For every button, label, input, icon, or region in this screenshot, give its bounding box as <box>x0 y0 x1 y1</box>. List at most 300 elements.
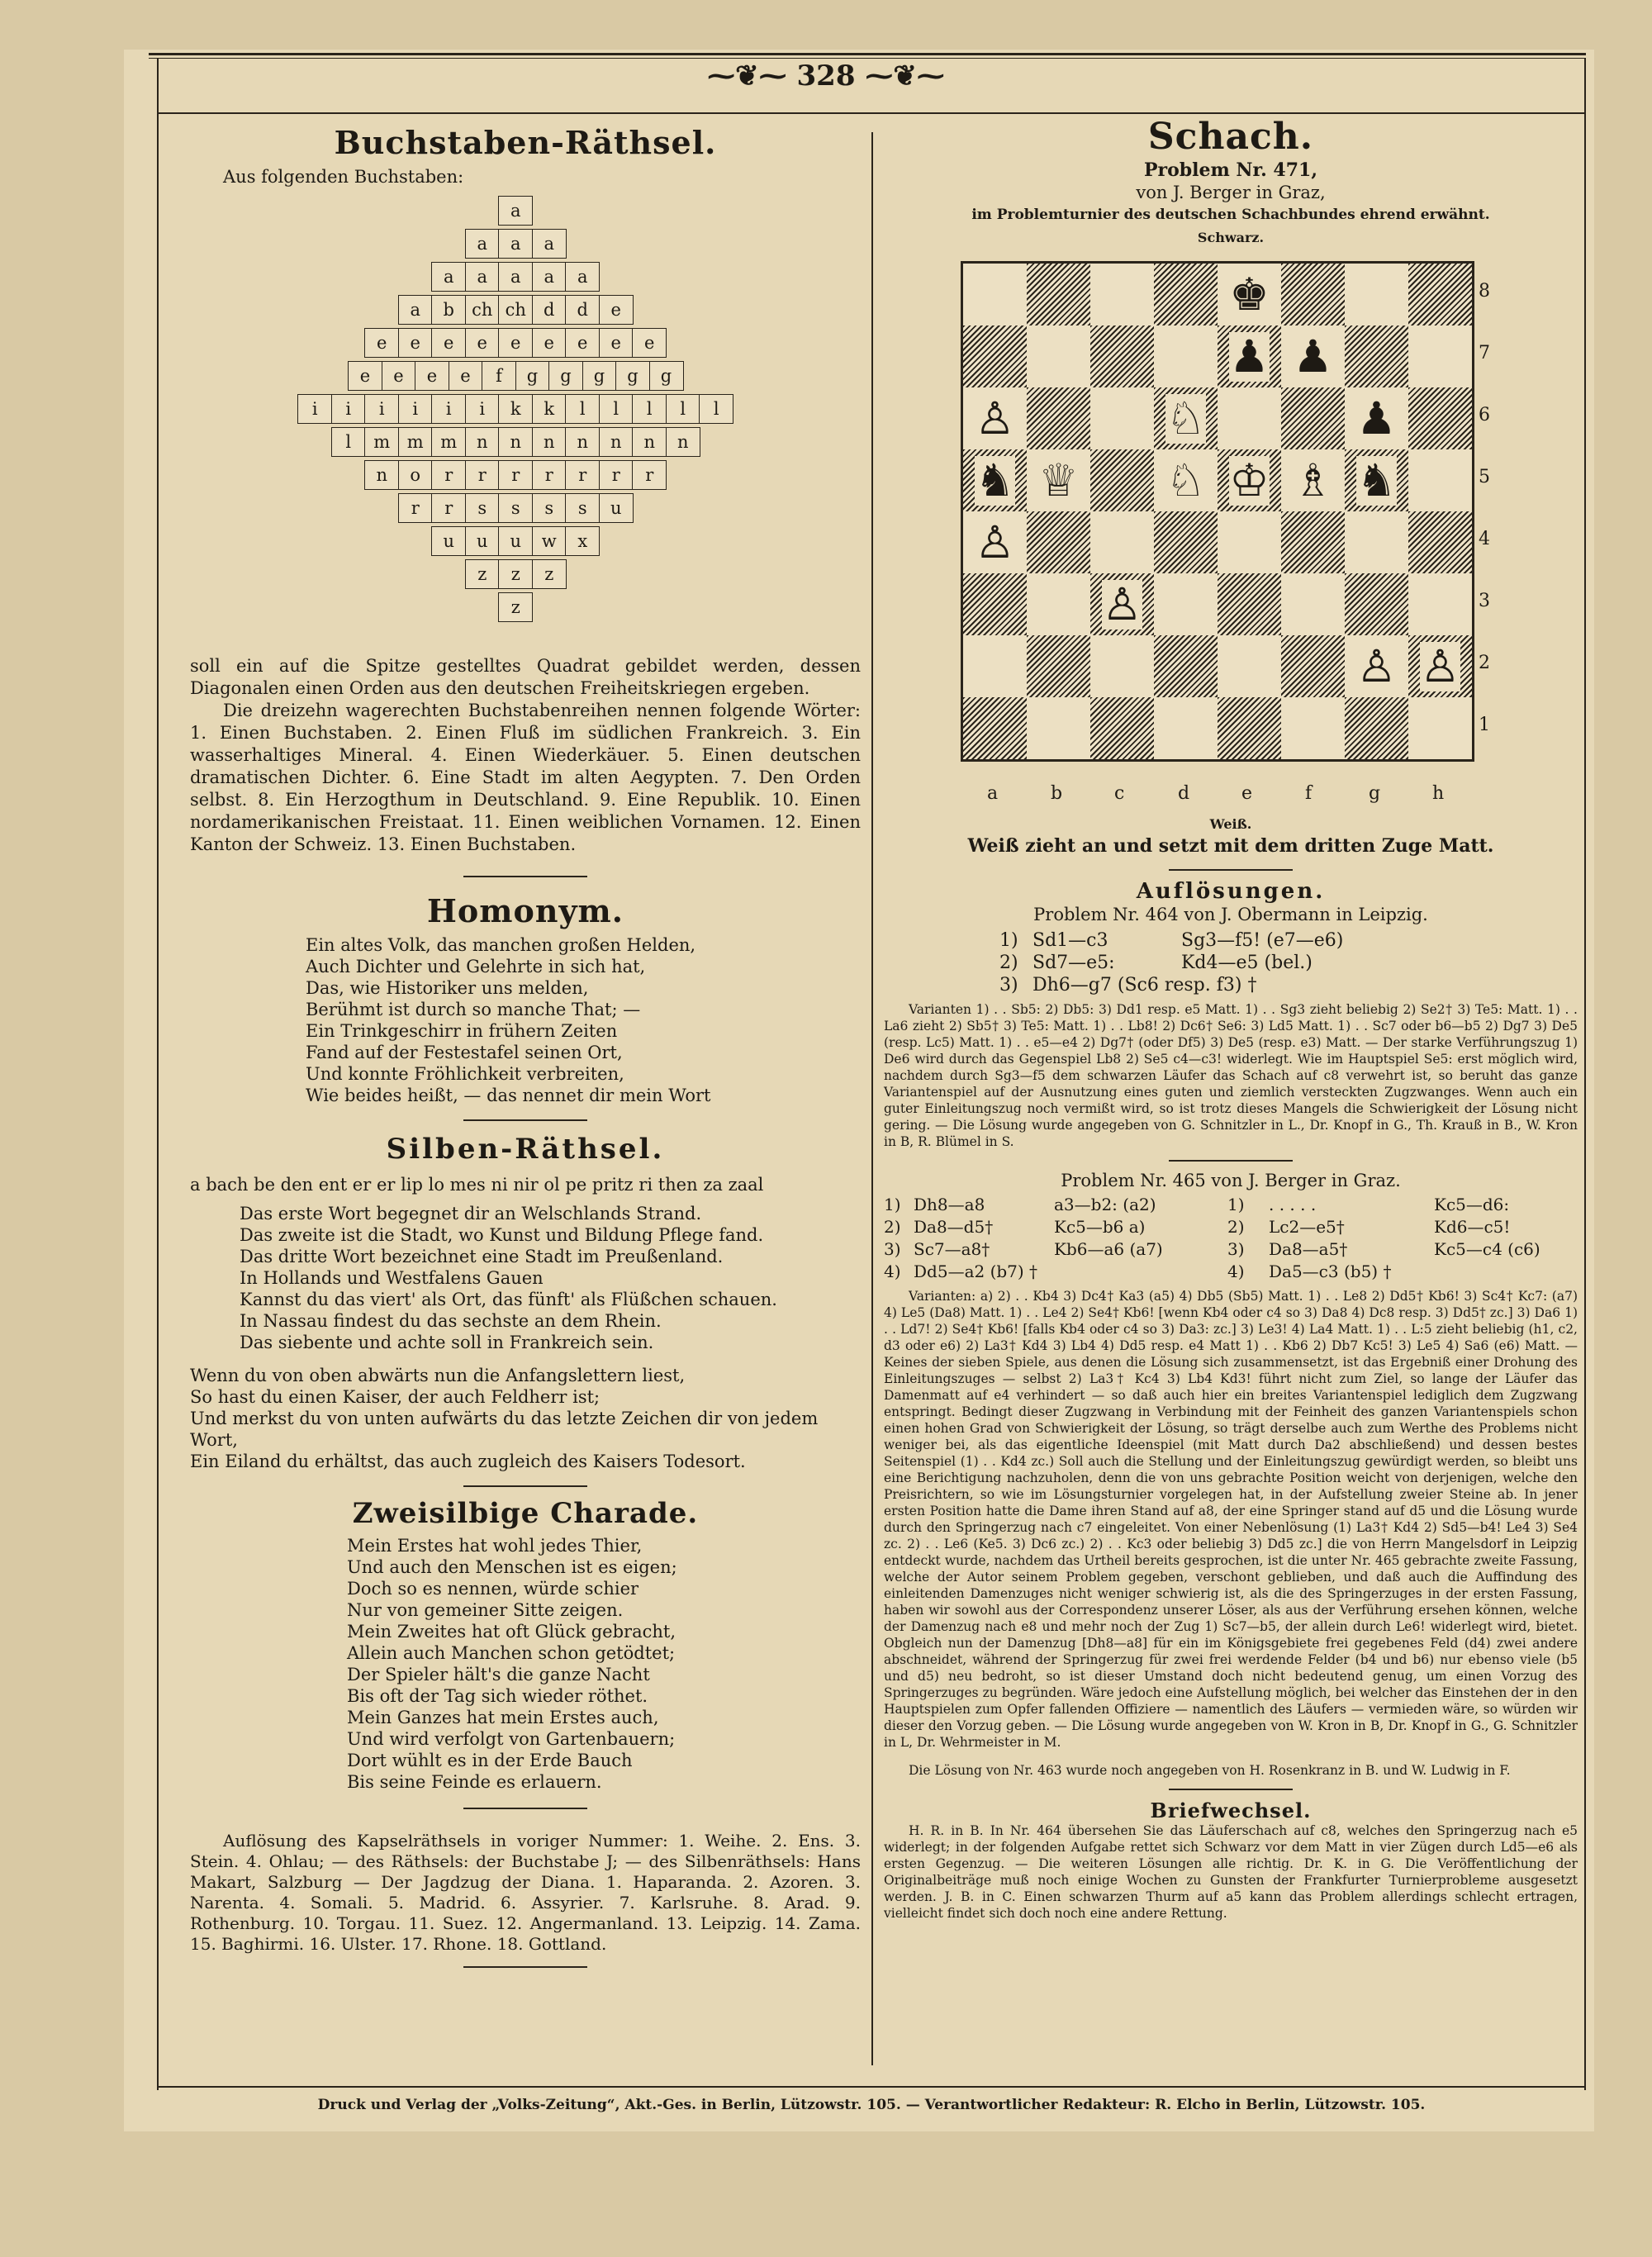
briefwechsel-text: H. R. in B. In Nr. 464 übersehen Sie das Läuferschach auf c8, welches den Springerzug nach e5 widerlegt; in der folgenden Aufgabe rettet sich Schwarz vor dem Matt in vier Zügen durch Ld5—e6 als ersten Gegenzug. — Die weiteren Lösungen alle richtig. Dr. K. in G. Die Veröffentlichung der Originalbeiträge muß noch einige Wochen zu Gunsten der Frankfurter Turnierprobleme ausgesetzt werden. J. B. in C. Einen schwarzen Thurm auf a5 kann das Problem allerdings schlecht ertragen, vielleicht findet sich doch noch eine andere Rettung. <box>884 1823 1578 1921</box>
diamond-row <box>433 262 601 292</box>
board-square <box>1345 264 1408 325</box>
p465-text: Varianten: a) 2) . . Kb4 3) Dc4† Ka3 (a5) 4) Db5 (Sb5) Matt. 1) . . Le8 2) Dd5† Kb6! 3) Sc4† Kc7: (a7) 4) Le5 (Da8) Matt. 1) . . Le4 2) Se4† Kb6! [wenn Kb4 oder c4 so 3) Da8 4) Dc8 resp. 3) Dd5† zc.] 3) Da6 1) . . Ld7! 2) Se4† Kb6! [falls Kb4 oder c4 so 3) Da3: zc.] 3) Le3! 4) La4 Matt. 1) . . L:5 zieht beliebig (h1, c2, d3 oder e6) 2) La3† Kd4 3) Lb4 4) Dd5 resp. e4 Matt 1) . . Kb6 2) Db7 Kc5! 3) Le5 4) Sa6 (e6) Matt. — Keines der sieben Spiele, aus denen die Lösung sich zusammensetzt, ist das Ergebniß einer Drohung des Einleitungszuges — selbst 2) La3† Kc4 3) Lb4 Kd3! führt nicht zum Ziel, so lange der Läufer das Damenmatt auf e4 verhindert — so daß auch hier ein breites Variantenspiel lediglich dem Zugzwang entspringt. Bedingt dieser Zugzwang in Verbindung mit der Feinheit des ganzen Variantenspiels schon einen hohen Grad von Schwierigkeit der Lösung, so trägt derselbe auch zum Werthe des Problems nicht weniger bei, als das eigentliche Idеenspiel (mit Matt durch Da2 abschließend) und dessen bestes Seitenspiel (1) . . Kd4 zc.) Soll auch die Stellung und der Einleitungszug gewürdigt werden, so bleibt uns eine Berichtigung nachzuholen, denn die von uns gebrachte Position weicht von derjenigen, welche den Preisrichtern, so wie im Lösungsturnier vorgelegen hat, in der Aufstellung zweier Steine ab. In jener ersten Position hatte die Dame ihren Stand auf a8, der eine Springer stand auf d5 und die Lösung wurde durch den Springerzug nach c7 eingeleitet. Von einer Nebenlösung (1) La3† Kd4 2) Sd5—b4! Le4 3) Se4 zc. 2) . . Le6 (Ke5. 3) Dc6 zc.) 2) . . Kc3 oder beliebig 3) Dd5 zc.] die von Herrn Mangelsdorf in Leipzig entdeckt wurde, nachdem das Urtheil bereits gesprochen, ist die unter Nr. 465 gebrachte zweite Fassung, welche der Autor seinem Problem gegeben, verschont geblieben, und daß auch die Auffindung des einleitenden Damenzuges nicht weniger schwierig ist, als die des Springerzuges in der ersten Fassung, haben wir sowohl aus der Correspondenz unserer Löser, als aus der Verführung ersehen können, welche der Damenzug nach e8 und mehr noch der Zug 1) Sc7—b5, der allein durch Le6! widerlegt wird, bietet. Obgleich nun der Damenzug [Dh8—a8] für ein im Königsgebiete frei gegebenes Feld (d4) zwei andere abschneidet, während der Springerzug für zwei frei werdende Felder (b4 und b6) nur ebenso viele (b5 und d5) neu bedroht, so ist dieser Umstand doch nicht bedeutend genug, um einen Vorzug des Springerzuges zu begründen. Wäre jedoch eine Aufstellung möglich, bei welcher das Einstehen der in den Hauptspielen zum Opfer fallenden Offiziere — namentlich des Läufers — vermieden wäre, so würden wir dieser den Vorzug geben. — Die Lösung wurde angegeben von W. Kron in B, Dr. Knopf in G., G. Schnitzler in L, Dr. Wehrmeister in M. <box>884 1289 1578 1750</box>
move-number: 1) <box>999 930 1018 951</box>
poem-line: Ein Trinkgeschirr in frühern Zeiten <box>306 1021 618 1041</box>
board-square <box>1027 325 1090 387</box>
diamond-cell: a <box>498 262 533 292</box>
left-frame <box>157 58 159 2090</box>
chess-piece-icon: ♟ <box>1356 392 1397 444</box>
board-square <box>963 325 1027 387</box>
diamond-cell: i <box>398 394 433 424</box>
diamond-cell: u <box>465 526 500 556</box>
p464-moves <box>999 929 1578 996</box>
chess-piece-icon: ♞ <box>1356 454 1397 506</box>
diamond-cell: g <box>582 361 617 391</box>
chess-piece-icon: ♘ <box>1165 392 1206 444</box>
buchstaben-intro: Aus folgenden Buchstaben: <box>223 167 464 187</box>
board-square <box>1345 387 1408 449</box>
diamond-cell: i <box>297 394 332 424</box>
diamond-cell: i <box>431 394 466 424</box>
board-square <box>1408 325 1472 387</box>
chess-piece-icon: ♙ <box>975 392 1015 444</box>
diamond-cell: e <box>348 361 382 391</box>
diamond-row <box>349 361 684 391</box>
poem-line: So hast du einen Kaiser, der auch Feldherr ist; <box>190 1387 601 1407</box>
diamond-cell: s <box>498 493 533 523</box>
board-square <box>1345 325 1408 387</box>
chess-piece-icon: ♗ <box>1293 454 1333 506</box>
board-square <box>1154 264 1218 325</box>
file-label: g <box>1369 783 1381 804</box>
board-square <box>1281 325 1345 387</box>
move-row <box>884 1261 1578 1283</box>
board-square <box>1027 697 1090 759</box>
diamond-cell: e <box>498 328 533 358</box>
move-white: Dh8—a8 <box>914 1195 985 1214</box>
poem-line: Mein Ganzes hat mein Erstes auch, <box>347 1708 659 1727</box>
page-number-text: 328 <box>796 59 856 93</box>
chess-piece-icon: ♟ <box>1229 330 1270 383</box>
ornament-right-icon: ⁓❦⁓ <box>855 59 945 93</box>
board-square <box>1218 264 1281 325</box>
move-white: Sc7—a8† <box>914 1239 990 1259</box>
diamond-cell: m <box>364 427 399 457</box>
move-number: 3) <box>884 1239 901 1259</box>
problem-note: im Problemturnier des deutschen Schachbundes ehrend erwähnt. <box>971 207 1490 223</box>
board-square <box>1027 449 1090 511</box>
board-square <box>1154 511 1218 573</box>
diamond-row <box>332 427 700 457</box>
board-square <box>1090 511 1154 573</box>
diamond-cell: f <box>482 361 516 391</box>
poem-line: Auch Dichter und Gelehrte in sich hat, <box>306 957 646 976</box>
poem-line: Doch so es nennen, würde schier <box>347 1579 639 1599</box>
board-square <box>1218 449 1281 511</box>
separator <box>463 1485 587 1487</box>
board-square <box>1218 325 1281 387</box>
diamond-cell: n <box>465 427 500 457</box>
poem-line: Ein Eiland du erhältst, das auch zugleich des Kaisers Todesort. <box>190 1452 746 1471</box>
board-square <box>1090 635 1154 697</box>
diamond-cell: l <box>699 394 733 424</box>
poem-line: Bis oft der Tag sich wieder röthet. <box>347 1686 648 1706</box>
rank-label: 6 <box>1479 405 1490 425</box>
separator <box>1169 1789 1293 1790</box>
diamond-cell: r <box>431 460 466 490</box>
diamond-cell: z <box>498 592 533 622</box>
top-rule <box>149 53 1586 55</box>
board-square <box>963 264 1027 325</box>
board-square <box>1345 573 1408 635</box>
board-square <box>1408 511 1472 573</box>
diamond-cell: s <box>565 493 600 523</box>
board-square <box>1027 635 1090 697</box>
poem-line: Kannst du das viert' als Ort, das fünft' als Flüßchen schauen. <box>240 1290 777 1309</box>
board-square <box>1345 697 1408 759</box>
bottom-rule <box>157 2086 1586 2088</box>
separator <box>1169 869 1293 871</box>
buchstaben-text-2: Die dreizehn wagerechten Buchstabenreihen nennen folgende Wörter: 1. Einen Buchstaben. 2. Einen Fluß im südlichen Frankreich. 3. Ein wasserhaltiges Mineral. 4. Einen Wiederkäuer. 5. Einen deutschen dramatischen Dichter. 6. Eine Stadt im alten Aegypten. 7. Den Orden selbst. 8. Ein Herzogthum in Deutschland. 9. Eine Republik. 10. Einen nordamerikanischen Freistaat. 11. Einen weiblichen Vornamen. 12. Einen Kanton der Schweiz. 13. Einen Buchstaben. <box>190 701 861 854</box>
move-black: Kc5—c4 (c6) <box>1434 1239 1540 1259</box>
board-square <box>1090 387 1154 449</box>
diamond-cell: g <box>649 361 684 391</box>
diamond-cell: n <box>532 427 567 457</box>
p464-text: Varianten 1) . . Sb5: 2) Db5: 3) Dd1 resp. e5 Matt. 1) . . Sg3 zieht beliebig 2) Se2† 3) Te5: Matt. 1) . . La6 zieht 2) Sb5† 3) Te5: Matt. 1) . . Lb8! 2) Dc6† Se6: 3) Ld5 Matt. 1) . . Sc7 oder b6—b5 2) Dg7 3) De5 (resp. Lc5) Matt. 1) . . e5—e4 2) Dg7† (oder Df5) 3) De5 (resp. e3) Matt. — Der starke Verführungszug 1) De6 wird durch das Gegenspiel Lb8 2) Se5 c4—c3! widerlegt. Wie im Hauptspiel Se5: erst möglich wird, nachdem durch Sg3—f5 dem schwarzen Läufer das Schach auf c8 verwehrt ist, so beruht das ganze Variantenspiel auf der Ausnutzung eines guten und ziemlich versteckten Zugzwanges. Wenn auch ein guter Einleitungszug noch vermißt wird, so ist trotz dieses Mangels die Schwierigkeit der Lösung nicht gering. — Die Lösung wurde angegeben von G. Schnitzler in L., Dr. Knopf in G., Th. Krauß in B., W. Kron in B, R. Blümel in S. <box>884 1002 1578 1149</box>
move-number: 3) <box>1227 1239 1245 1259</box>
board-square <box>1154 387 1218 449</box>
rank-label: 4 <box>1479 529 1490 549</box>
board-square <box>1408 449 1472 511</box>
white-label: Weiß. <box>1209 816 1252 832</box>
move-number: 3) <box>999 975 1018 995</box>
black-label: Schwarz. <box>1197 230 1265 245</box>
header-rule <box>157 112 1586 114</box>
move-white: Da5—c3 (b5) † <box>1269 1262 1392 1281</box>
move-row <box>884 1216 1578 1238</box>
poem-line: Bis seine Feinde es erlauern. <box>347 1772 602 1792</box>
diamond-cell: n <box>498 427 533 457</box>
move-number: 4) <box>884 1262 901 1281</box>
diamond-cell: u <box>599 493 634 523</box>
diamond-cell: a <box>532 262 567 292</box>
poem-line: Nur von gemeiner Sitte zeigen. <box>347 1600 624 1620</box>
rank-label: 7 <box>1479 343 1490 363</box>
file-label: b <box>1051 783 1063 804</box>
chess-piece-icon: ♘ <box>1165 454 1206 506</box>
diamond-cell: x <box>565 526 600 556</box>
diamond-cell: e <box>465 328 500 358</box>
diamond-cell: z <box>532 559 567 589</box>
move-number: 2) <box>1227 1217 1245 1237</box>
move-number: 2) <box>999 953 1018 973</box>
separator <box>463 1119 587 1121</box>
move-number: 4) <box>1227 1262 1245 1281</box>
file-label: h <box>1432 783 1445 804</box>
column-divider <box>871 132 873 2065</box>
buchstaben-title: Buchstaben-Räthsel. <box>334 124 717 161</box>
rank-label: 5 <box>1479 467 1490 487</box>
move-black <box>1054 1261 1227 1283</box>
file-label: e <box>1241 783 1253 804</box>
board-square <box>1281 264 1345 325</box>
poem-line: Wenn du von oben abwärts nun die Anfangslettern liest, <box>190 1366 686 1385</box>
diamond-row <box>433 526 601 556</box>
ornament-left-icon: ⁓❦⁓ <box>707 59 797 93</box>
diamond-cell: n <box>632 427 667 457</box>
board-square <box>1281 449 1345 511</box>
file-label: c <box>1114 783 1125 804</box>
poem-line: Mein Zweites hat oft Glück gebracht, <box>347 1622 676 1642</box>
rank-label: 1 <box>1479 715 1490 735</box>
move-white: Dh6—g7 (Sc6 resp. f3) † <box>1032 975 1257 995</box>
p465-moves <box>884 1194 1578 1283</box>
poem-line: Das erste Wort begegnet dir an Welschlands Strand. <box>240 1204 702 1224</box>
page-number <box>0 59 1652 93</box>
diamond-cell: e <box>415 361 449 391</box>
poem-line: Mein Erstes hat wohl jedes Thier, <box>347 1536 643 1556</box>
rank-label: 8 <box>1479 281 1490 302</box>
poem-line: Und wird verfolgt von Gartenbauern; <box>347 1729 676 1749</box>
diamond-cell: a <box>565 262 600 292</box>
board-square <box>1345 635 1408 697</box>
board-square <box>1408 573 1472 635</box>
board-square <box>1281 635 1345 697</box>
board-square <box>1281 511 1345 573</box>
board-square <box>1408 264 1472 325</box>
diamond-row <box>399 493 634 523</box>
move-number: 1) <box>884 1195 901 1214</box>
board-square <box>1408 635 1472 697</box>
board-square <box>1218 511 1281 573</box>
board-square <box>1218 635 1281 697</box>
move-black: Kd6—c5! <box>1434 1217 1511 1237</box>
diamond-cell: g <box>615 361 650 391</box>
poem-line: Der Spieler hält's die ganze Nacht <box>347 1665 650 1684</box>
diamond-row <box>366 460 667 490</box>
move-black: a3—b2: (a2) <box>1054 1195 1156 1214</box>
board-square <box>1281 387 1345 449</box>
move-black: Kd4—e5 (bel.) <box>1181 953 1313 973</box>
board-square <box>963 697 1027 759</box>
diamond-row <box>466 229 567 259</box>
chess-piece-icon: ♙ <box>1356 639 1397 692</box>
board-square <box>1218 387 1281 449</box>
diamond-cell: r <box>565 460 600 490</box>
separator <box>463 876 587 877</box>
file-label: f <box>1305 783 1313 804</box>
diamond-cell: n <box>666 427 700 457</box>
diamond-row <box>500 196 534 226</box>
diamond-cell: n <box>565 427 600 457</box>
move-black: Kb6—a6 (a7) <box>1054 1239 1163 1259</box>
diamond-cell: a <box>498 196 533 226</box>
diamond-cell: l <box>632 394 667 424</box>
briefwechsel-title: Briefwechsel. <box>1150 1798 1312 1822</box>
chess-piece-icon: ♚ <box>1229 268 1270 321</box>
diamond-cell: a <box>465 262 500 292</box>
diamond-cell: b <box>431 295 466 325</box>
board-square <box>963 387 1027 449</box>
diamond-cell: u <box>498 526 533 556</box>
diamond-cell: z <box>465 559 500 589</box>
diamond-row <box>399 295 634 325</box>
move-white: Sd1—c3 <box>1032 930 1108 951</box>
diamond-cell: e <box>599 295 634 325</box>
diamond-cell: r <box>498 460 533 490</box>
diamond-cell: e <box>382 361 416 391</box>
board-square <box>1027 511 1090 573</box>
diamond-cell: e <box>632 328 667 358</box>
separator <box>463 1808 587 1809</box>
footer: Druck und Verlag der „Volks-Zeitung“, Akt.-Ges. in Berlin, Lützowstr. 105. — Verantwortlicher Redakteur: R. Elcho in Berlin, Lützowstr. 105. <box>317 2097 1426 2113</box>
move-white: Dd5—a2 (b7) † <box>914 1262 1038 1281</box>
board-square <box>1027 387 1090 449</box>
silben-lines-2 <box>190 1365 861 1472</box>
chess-piece-icon: ♙ <box>975 516 1015 568</box>
buchstaben-body <box>190 655 861 1976</box>
diamond-cell: l <box>599 394 634 424</box>
move-black: Kc5—b6 a) <box>1054 1217 1146 1237</box>
board-square <box>1154 573 1218 635</box>
move-white: Sd7—e5: <box>1032 953 1115 973</box>
chess-piece-icon: ♔ <box>1229 454 1270 506</box>
diamond-cell: r <box>398 493 433 523</box>
board-square <box>963 635 1027 697</box>
move-black: Kc5—d6: <box>1434 1195 1510 1214</box>
diamond-row <box>466 559 567 589</box>
diamond-cell: l <box>331 427 366 457</box>
diamond-cell: w <box>532 526 567 556</box>
diamond-row <box>366 328 667 358</box>
poem-line: Das siebente und achte soll in Frankreich sein. <box>240 1333 654 1352</box>
board-square <box>1090 697 1154 759</box>
move-row <box>999 952 1578 974</box>
diamond-cell: e <box>431 328 466 358</box>
diamond-cell: r <box>431 493 466 523</box>
diamond-cell: r <box>532 460 567 490</box>
chess-piece-icon: ♙ <box>1102 577 1142 630</box>
right-column-body <box>884 808 1578 1922</box>
separator <box>463 1966 587 1968</box>
problem-caption: Weiß zieht an und setzt mit dem dritten Zuge Matt. <box>967 835 1494 857</box>
board-square <box>1027 573 1090 635</box>
aufloesungen-title: Auflösungen. <box>1136 879 1326 904</box>
chess-piece-icon: ♕ <box>1038 454 1079 506</box>
board-square <box>1154 449 1218 511</box>
diamond-cell: n <box>364 460 399 490</box>
diamond-cell: k <box>498 394 533 424</box>
problem-author: von J. Berger in Graz, <box>1136 183 1326 202</box>
diamond-cell: i <box>331 394 366 424</box>
poem-line: In Hollands und Westfalens Gauen <box>240 1268 544 1288</box>
diamond-cell: s <box>532 493 567 523</box>
board-square <box>1090 449 1154 511</box>
diamond-cell: k <box>532 394 567 424</box>
chess-piece-icon: ♙ <box>1420 639 1460 692</box>
diamond-cell: l <box>565 394 600 424</box>
board-square <box>1408 697 1472 759</box>
diamond-cell: e <box>398 328 433 358</box>
p464-title: Problem Nr. 464 von J. Obermann in Leipzig. <box>1033 905 1428 924</box>
board-square <box>1218 697 1281 759</box>
schach-title: Schach. <box>1147 116 1314 158</box>
diamond-cell: a <box>465 229 500 259</box>
file-label: a <box>987 783 999 804</box>
diamond-cell: a <box>398 295 433 325</box>
poem-line: Das, wie Historiker uns melden, <box>306 978 589 998</box>
board-square <box>1154 635 1218 697</box>
diamond-cell: d <box>565 295 600 325</box>
p463-text: Die Lösung von Nr. 463 wurde noch angegeben von H. Rosenkranz in B. und W. Ludwig in F. <box>909 1763 1511 1778</box>
diamond-cell: e <box>565 328 600 358</box>
move-white: Lc2—e5† <box>1269 1217 1345 1237</box>
diamond-cell: e <box>364 328 399 358</box>
board-square <box>963 511 1027 573</box>
left-column <box>190 124 861 188</box>
diamond-cell: o <box>398 460 433 490</box>
file-label: d <box>1178 783 1190 804</box>
chess-board <box>961 261 1474 762</box>
board-square <box>1408 387 1472 449</box>
diamond-cell: r <box>465 460 500 490</box>
poem-line: Das zweite ist die Stadt, wo Kunst und Bildung Pflege fand. <box>240 1225 764 1245</box>
poem-line: Berühmt ist durch so manche That; — <box>306 1000 641 1019</box>
buchstaben-text-1: soll ein auf die Spitze gestelltes Quadrat gebildet werden, dessen Diagonalen einen Orden aus den deutschen Freiheitskriegen ergeben. <box>190 656 861 698</box>
board-square <box>1154 697 1218 759</box>
diamond-cell: z <box>498 559 533 589</box>
diamond-cell: l <box>666 394 700 424</box>
diamond-cell: ch <box>498 295 533 325</box>
diamond-cell: a <box>498 229 533 259</box>
board-square <box>1090 325 1154 387</box>
move-row <box>884 1238 1578 1261</box>
board-square <box>1090 573 1154 635</box>
poem-line: Fand auf der Festestafel seinen Ort, <box>306 1043 623 1062</box>
diamond-cell: e <box>532 328 567 358</box>
right-frame <box>1584 58 1586 2090</box>
poem-line: Dort wühlt es in der Erde Bauch <box>347 1751 633 1770</box>
diamond-cell: g <box>515 361 550 391</box>
move-number: 2) <box>884 1217 901 1237</box>
poem-line: Allein auch Manchen schon getödtet; <box>347 1643 676 1663</box>
poem-line: Und konnte Fröhlichkeit verbreiten, <box>306 1064 624 1084</box>
diamond-cell: r <box>632 460 667 490</box>
diamond-row <box>500 592 534 622</box>
board-square <box>1090 264 1154 325</box>
move-white: . . . . . <box>1269 1195 1317 1214</box>
aufloesung-text: Auflösung des Kapselräthsels in voriger Nummer: 1. Weihe. 2. Ens. 3. Stein. 4. Ohlau; — des Räthsels: der Buchstabe J; — des Silbenräthsels: Hans Makart, Salzburg — Der Jagdzug der Diana. 1. Haparanda. 2. Azoren. 3. Narenta. 4. Somali. 5. Madrid. 6. Assyrier. 7. Karlsruhe. 8. Arad. 9. Rothenburg. 10. Torgau. 11. Suez. 12. Angermanland. 13. Leipzig. 14. Zama. 15. Baghirmi. 16. Ulster. 17. Rhone. 18. Gottland. <box>190 1831 861 1954</box>
board-square <box>963 573 1027 635</box>
poem-line: Wie beides heißt, — das nennet dir mein Wort <box>306 1086 711 1105</box>
diamond-cell: s <box>465 493 500 523</box>
poem-line: Ein altes Volk, das manchen großen Helden, <box>306 935 696 955</box>
diamond-row <box>299 394 734 424</box>
charade-poem <box>347 1535 861 1793</box>
poem-line: Und auch den Menschen ist es eigen; <box>347 1557 677 1577</box>
diamond-cell: a <box>532 229 567 259</box>
poem-line: Das dritte Wort bezeichnet eine Stadt im Preußenland. <box>240 1247 724 1266</box>
diamond-cell: e <box>449 361 483 391</box>
charade-title: Zweisilbige Charade. <box>352 1497 699 1530</box>
p465-title: Problem Nr. 465 von J. Berger in Graz. <box>1061 1171 1401 1190</box>
diamond-cell: ch <box>465 295 500 325</box>
diamond-cell: a <box>431 262 466 292</box>
diamond-cell: m <box>431 427 466 457</box>
move-white: Da8—d5† <box>914 1217 994 1237</box>
move-row <box>884 1194 1578 1216</box>
diamond-cell: m <box>398 427 433 457</box>
diamond-cell: r <box>599 460 634 490</box>
move-row <box>999 929 1578 952</box>
diamond-cell: d <box>532 295 567 325</box>
separator <box>1169 1160 1293 1162</box>
move-number: 1) <box>1227 1195 1245 1214</box>
rank-label: 3 <box>1479 591 1490 611</box>
silben-title: Silben-Räthsel. <box>386 1133 665 1166</box>
problem-number: Problem Nr. 471, <box>1143 159 1318 181</box>
board-square <box>1281 573 1345 635</box>
silben-syllables: a bach be den ent er er lip lo mes ni nir ol pe pritz ri then za zaal <box>190 1175 764 1195</box>
board-square <box>1154 325 1218 387</box>
move-black: Sg3—f5! (e7—e6) <box>1181 930 1344 951</box>
poem-line: In Nassau findest du das sechste an dem Rhein. <box>240 1311 662 1331</box>
silben-lines <box>240 1203 861 1353</box>
chess-piece-icon: ♟ <box>1293 330 1333 383</box>
move-row <box>999 974 1578 996</box>
right-column-header <box>884 116 1578 249</box>
board-square <box>963 449 1027 511</box>
board-square <box>1027 264 1090 325</box>
